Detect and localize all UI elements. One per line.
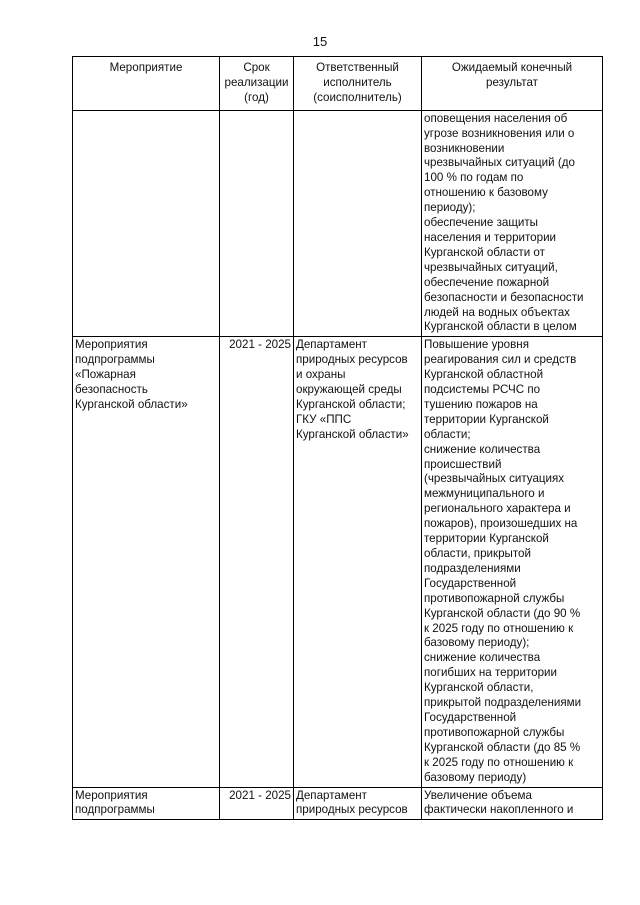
cell-result: Увеличение объема фактически накопленного и <box>422 787 603 820</box>
cell-term: 2021 - 2025 <box>220 337 294 787</box>
cell-executor: Департамент природных ресурсов и охраны окружающей среды Курганской области; ГКУ «ППС Курганской области» <box>294 337 422 787</box>
header-result: Ожидаемый конечный результат <box>422 57 603 111</box>
page-number: 15 <box>312 34 328 49</box>
header-event: Мероприятие <box>73 57 220 111</box>
table-row <box>73 110 603 337</box>
cell-executor <box>294 110 422 337</box>
cell-term: 2021 - 2025 <box>220 787 294 820</box>
cell-event: Мероприятия подпрограммы <box>73 787 220 820</box>
cell-result: Повышение уровня реагирования сил и средств Курганской областной подсистемы РСЧС по тушению пожаров на территории Курганской области; снижение количества происшествий (чрезвычайных ситуациях межмуниципального и регионального характера и пожаров), произошедших на территории Курганской области, прикрытой подразделениями Государственной противопожарной службы Курганской области (до 90 % к 2025 году по отношению к базовому периоду); снижение количества погибших на территории Курганской области, прикрытой подразделениями Государственной противопожарной службы Курганской области (до 85 % к 2025 году по отношению к базовому периоду) <box>422 337 603 787</box>
table-row <box>73 337 603 787</box>
cell-result: оповещения населения об угрозе возникновения или о возникновении чрезвычайных ситуаций (до 100 % по годам по отношению к базовому периоду); обеспечение защиты населения и территории Курганской области от чрезвычайных ситуаций, обеспечение пожарной безопасности и безопасности людей на водных объектах Курганской области в целом <box>422 110 603 337</box>
table-row <box>73 787 603 820</box>
header-executor: Ответственный исполнитель (соисполнитель) <box>294 57 422 111</box>
cell-term <box>220 110 294 337</box>
cell-executor: Департамент природных ресурсов <box>294 787 422 820</box>
cell-event <box>73 110 220 337</box>
table-header-row <box>73 57 603 111</box>
program-activities-table <box>72 56 603 820</box>
cell-event: Мероприятия подпрограммы «Пожарная безопасность Курганской области» <box>73 337 220 787</box>
header-term: Срок реализации (год) <box>220 57 294 111</box>
